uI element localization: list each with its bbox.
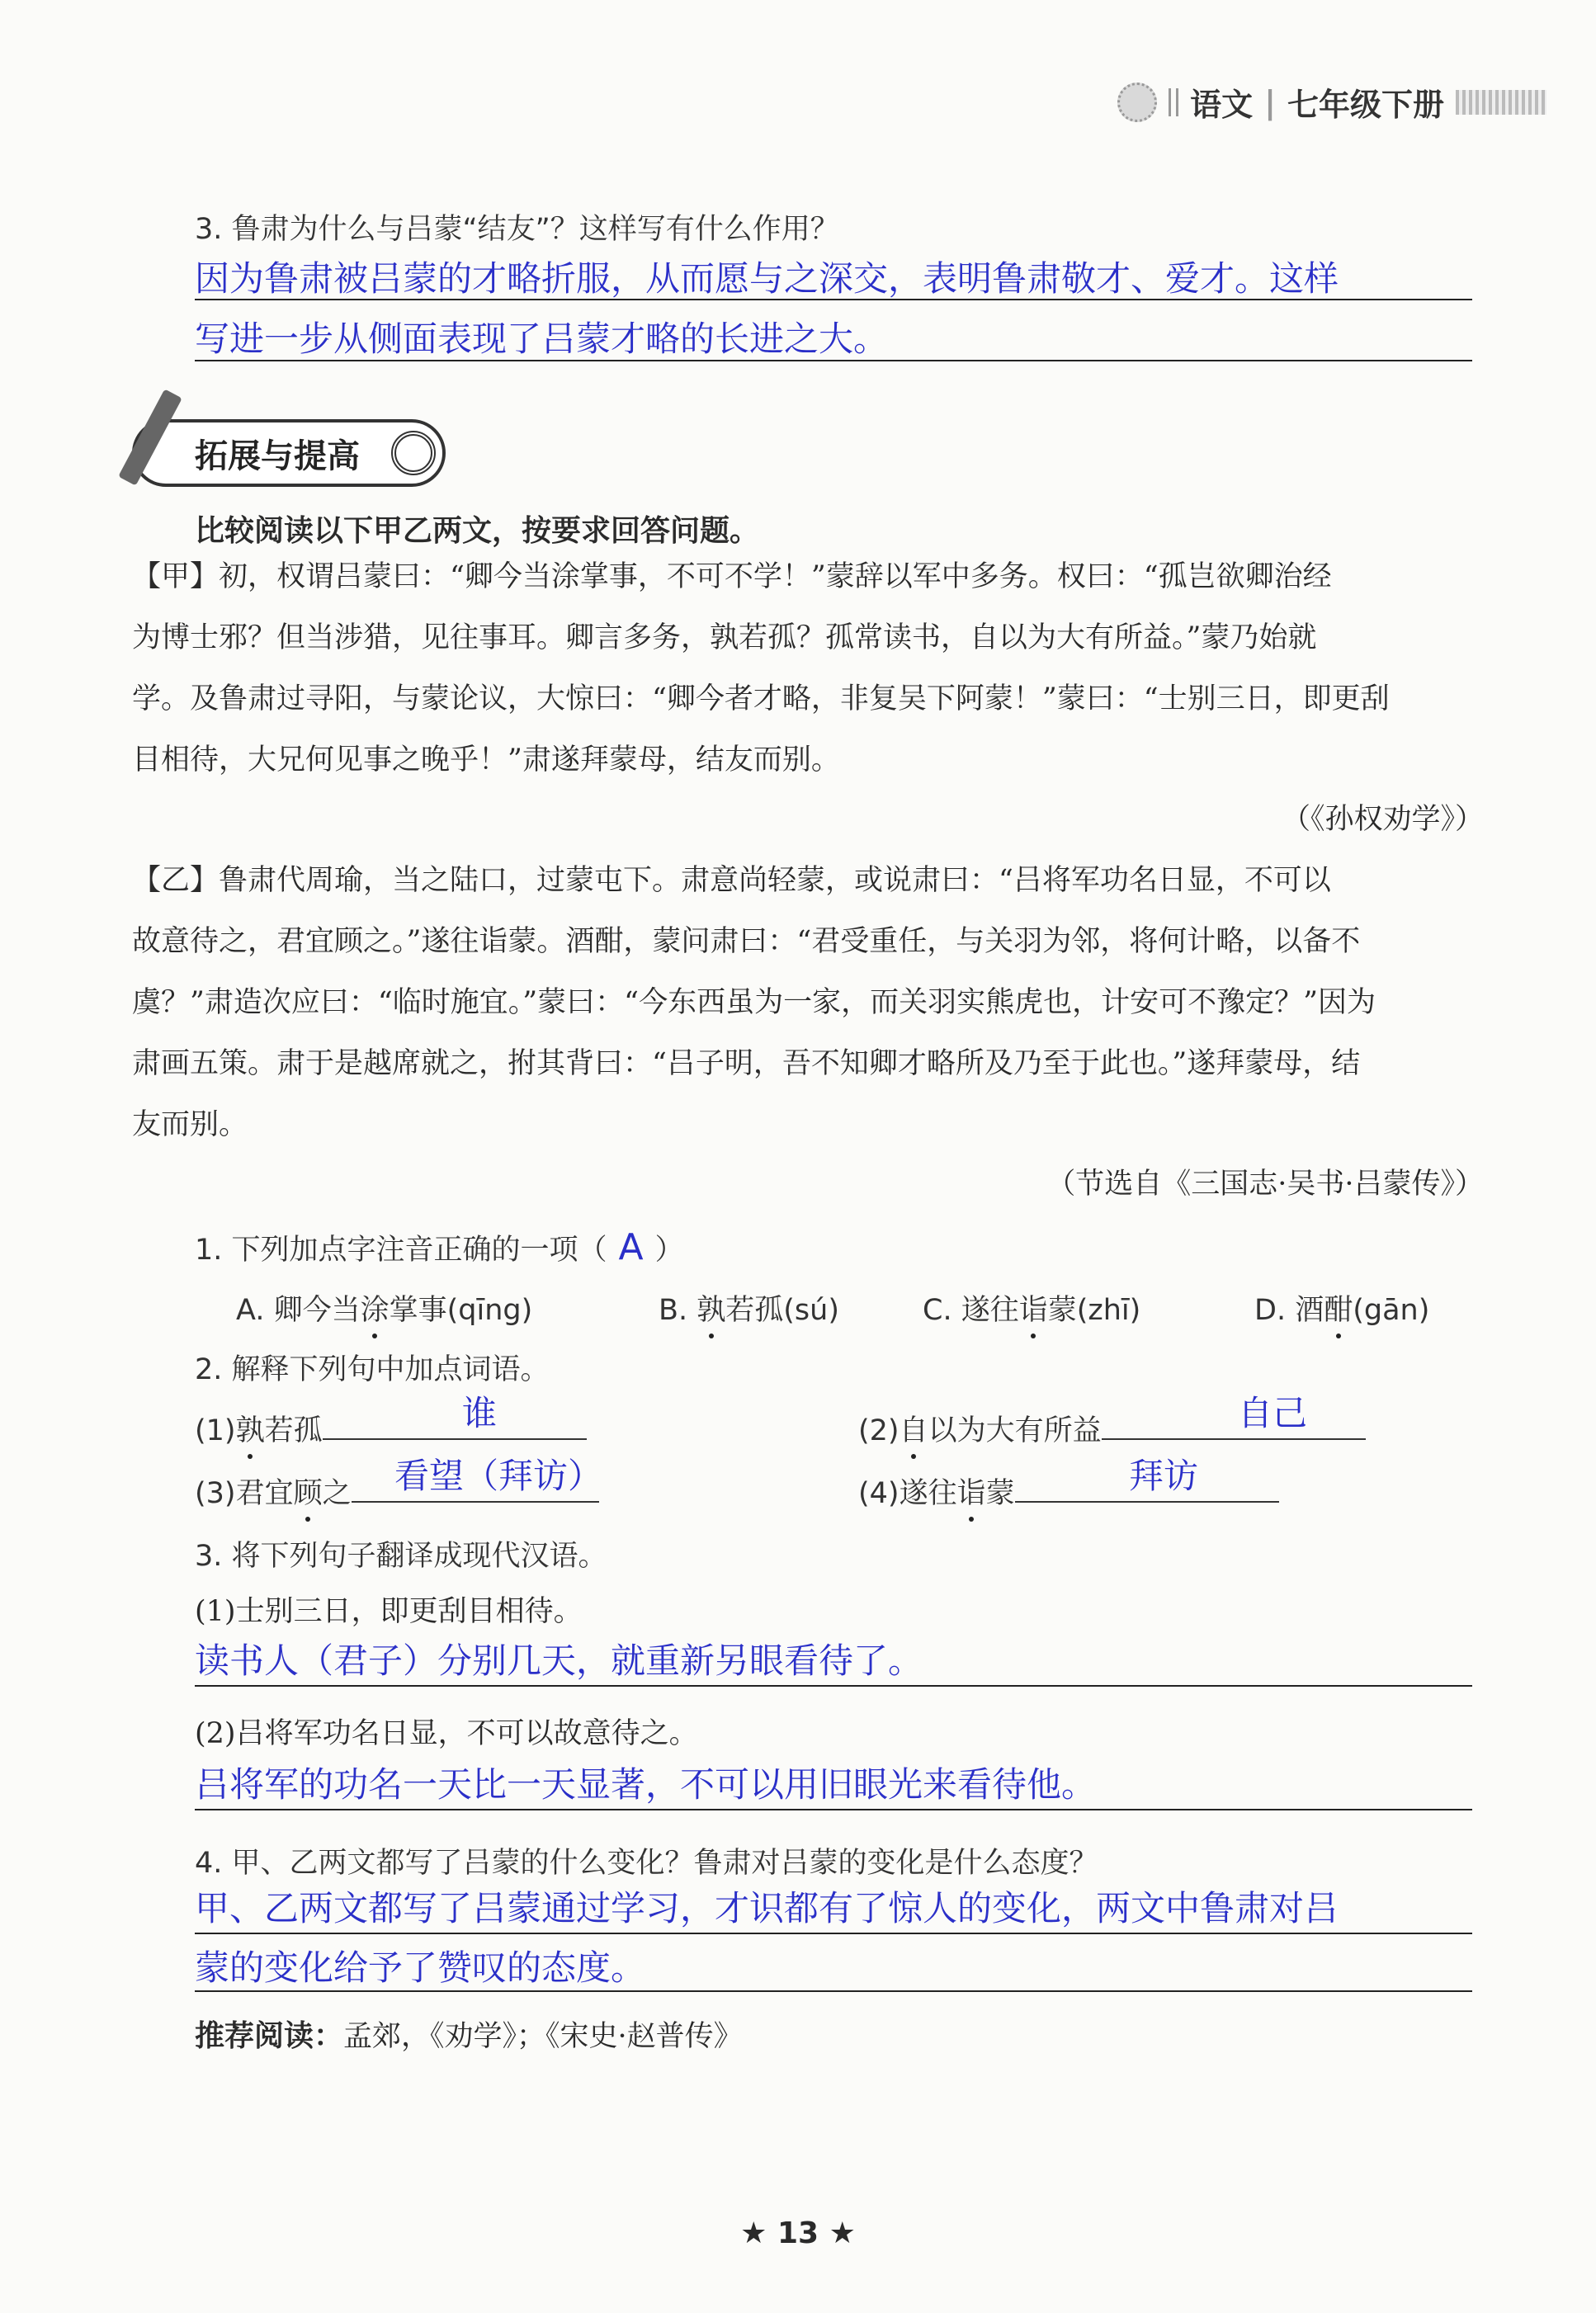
passage-yi-line: 虞？”肃造次应曰：“临时施宜。”蒙曰：“今东西虽为一家，而关羽实熊虎也，计安可不豫定？”因为 bbox=[132, 986, 1376, 1019]
q2-answer4: 拜访 bbox=[1129, 1456, 1199, 1496]
q1-option-c bbox=[923, 1287, 1140, 1329]
header-decoration bbox=[1456, 90, 1546, 115]
q2-item4 bbox=[858, 1470, 1279, 1512]
q3-answer2: 吕将军的功名一天比一天显著，不可以用旧眼光来看待他。 bbox=[195, 1764, 1097, 1805]
opt-text: D. 酒 bbox=[1254, 1294, 1324, 1327]
passage-jia-line: 【甲】初，权谓吕蒙曰：“卿今当涂掌事，不可不学！”蒙辞以军中多务。权曰：“孤岂欲卿治经 bbox=[132, 560, 1332, 593]
q1-prompt-close: ） bbox=[654, 1234, 684, 1267]
passage-jia-line: 目相待，大兄何见事之晚乎！”肃遂拜蒙母，结友而别。 bbox=[132, 743, 840, 777]
answer-blank bbox=[352, 1501, 599, 1503]
q2-answer3: 看望（拜访） bbox=[394, 1456, 603, 1496]
item-text: 之 bbox=[322, 1477, 352, 1510]
opt-text: 蒙(zhī) bbox=[1047, 1294, 1141, 1327]
dotted-char: 酣 bbox=[1324, 1294, 1353, 1327]
passage-yi-line: 故意待之，君宜顾之。”遂往诣蒙。酒酣，蒙问肃曰：“君受重任，与关羽为邻，将何计略，以备不 bbox=[132, 925, 1361, 958]
subject-label: 语文 bbox=[1190, 87, 1254, 123]
item-text: (2) bbox=[858, 1414, 900, 1447]
opt-text: (gān) bbox=[1353, 1294, 1430, 1327]
q2-prompt: 2. 解释下列句中加点词语。 bbox=[195, 1353, 550, 1386]
section-title-badge bbox=[132, 419, 446, 487]
opt-text: C. 遂往 bbox=[923, 1294, 1019, 1327]
item-text: 若孤 bbox=[264, 1414, 323, 1447]
q1-answer: A bbox=[618, 1226, 644, 1268]
passage-jia-source: （《孙权劝学》） bbox=[1281, 803, 1484, 836]
answer-rule bbox=[195, 1990, 1472, 1992]
q1-prompt-text: 1. 下列加点字注音正确的一项（ bbox=[195, 1234, 607, 1267]
opt-text: 若孤(sú) bbox=[725, 1294, 840, 1327]
top-answer-line1: 因为鲁肃被吕蒙的才略折服，从而愿与之深交，表明鲁肃敬才、爱才。这样 bbox=[195, 258, 1339, 299]
grade-label: 七年级下册 bbox=[1287, 87, 1444, 123]
star-icon: ★ bbox=[740, 2216, 767, 2250]
item-text: 蒙 bbox=[985, 1477, 1015, 1510]
q1-prompt bbox=[195, 1226, 684, 1268]
answer-rule bbox=[195, 360, 1472, 361]
item-text: 以为大有所益 bbox=[928, 1414, 1102, 1447]
recommend-label: 推荐阅读： bbox=[195, 2019, 344, 2053]
dotted-char: 涂 bbox=[360, 1294, 390, 1327]
answer-rule bbox=[195, 1809, 1472, 1810]
answer-blank bbox=[1015, 1501, 1279, 1503]
q4-prompt: 4. 甲、乙两文都写了吕蒙的什么变化？鲁肃对吕蒙的变化是什么态度？ bbox=[195, 1847, 1098, 1880]
dotted-char: 诣 bbox=[956, 1477, 986, 1510]
section-title: 拓展与提高 bbox=[195, 437, 360, 475]
opt-text: B. bbox=[659, 1294, 697, 1327]
q2-answer1: 谁 bbox=[462, 1393, 498, 1433]
recommended-reading bbox=[195, 2018, 743, 2054]
answer-blank bbox=[323, 1438, 587, 1440]
sun-icon bbox=[1117, 83, 1157, 122]
divider bbox=[1169, 88, 1178, 116]
q2-item1 bbox=[195, 1408, 587, 1449]
passage-yi-source: （节选自《三国志·吴书·吕蒙传》） bbox=[1046, 1168, 1484, 1201]
q2-answer2: 自己 bbox=[1238, 1393, 1308, 1433]
q1-option-b bbox=[659, 1287, 839, 1329]
dotted-char: 顾 bbox=[293, 1477, 323, 1510]
dotted-char: 自 bbox=[899, 1414, 928, 1447]
recommend-text: 孟郊，《劝学》；《宋史·赵普传》 bbox=[343, 2020, 743, 2053]
q3-sentence1: (1)士别三日，即更刮目相待。 bbox=[195, 1595, 583, 1628]
passage-yi-line: 肃画五策。肃于是越席就之，拊其背曰：“吕子明，吾不知卿才略所及乃至于此也。”遂拜蒙母，结 bbox=[132, 1047, 1361, 1080]
page-number-value: 13 bbox=[777, 2216, 819, 2250]
answer-rule bbox=[195, 1685, 1472, 1687]
passage-jia-line: 为博士邪？但当涉猎，见往事耳。卿言多务，孰若孤？孤常读书，自以为大有所益。”蒙乃始就 bbox=[132, 621, 1317, 654]
star-icon: ★ bbox=[829, 2216, 856, 2250]
answer-rule bbox=[195, 299, 1472, 300]
passage-yi-line: 友而别。 bbox=[132, 1108, 248, 1141]
page-header bbox=[1117, 79, 1546, 125]
item-text: (3)君宜 bbox=[195, 1477, 294, 1510]
opt-text: 掌事(qīng) bbox=[389, 1294, 533, 1327]
dotted-char: 孰 bbox=[235, 1414, 265, 1447]
q4-answer-line1: 甲、乙两文都写了吕蒙通过学习，才识都有了惊人的变化，两文中鲁肃对吕 bbox=[195, 1888, 1339, 1928]
passage-yi-line: 【乙】鲁肃代周瑜，当之陆口，过蒙屯下。肃意尚轻蒙，或说肃曰：“吕将军功名日显，不可以 bbox=[132, 864, 1331, 897]
page-number bbox=[0, 2216, 1596, 2250]
item-text: (1) bbox=[195, 1414, 236, 1447]
answer-blank bbox=[1102, 1438, 1366, 1440]
q3-answer1: 读书人（君子）分别几天，就重新另眼看待了。 bbox=[195, 1640, 923, 1681]
opt-text: A. 卿今当 bbox=[236, 1294, 361, 1327]
instruction: 比较阅读以下甲乙两文，按要求回答问题。 bbox=[195, 514, 760, 548]
separator: | bbox=[1264, 83, 1276, 120]
q4-answer-line2: 蒙的变化给予了赞叹的态度。 bbox=[195, 1947, 646, 1988]
q1-option-d bbox=[1254, 1287, 1429, 1329]
q3-prompt: 3. 将下列句子翻译成现代汉语。 bbox=[195, 1540, 607, 1573]
answer-rule bbox=[195, 1933, 1472, 1934]
top-question: 3. 鲁肃为什么与吕蒙“结友”？这样写有什么作用？ bbox=[195, 213, 839, 246]
top-answer-line2: 写进一步从侧面表现了吕蒙才略的长进之大。 bbox=[195, 319, 889, 359]
dotted-char: 孰 bbox=[696, 1294, 726, 1327]
ring-icon bbox=[391, 431, 436, 475]
q1-option-a bbox=[236, 1287, 532, 1329]
item-text: (4)遂往 bbox=[858, 1477, 957, 1510]
passage-jia-line: 学。及鲁肃过寻阳，与蒙论议，大惊曰：“卿今者才略，非复吴下阿蒙！”蒙曰：“士别三日，即更刮 bbox=[132, 682, 1390, 715]
q3-sentence2: (2)吕将军功名日显，不可以故意待之。 bbox=[195, 1717, 698, 1750]
dotted-char: 诣 bbox=[1018, 1294, 1048, 1327]
